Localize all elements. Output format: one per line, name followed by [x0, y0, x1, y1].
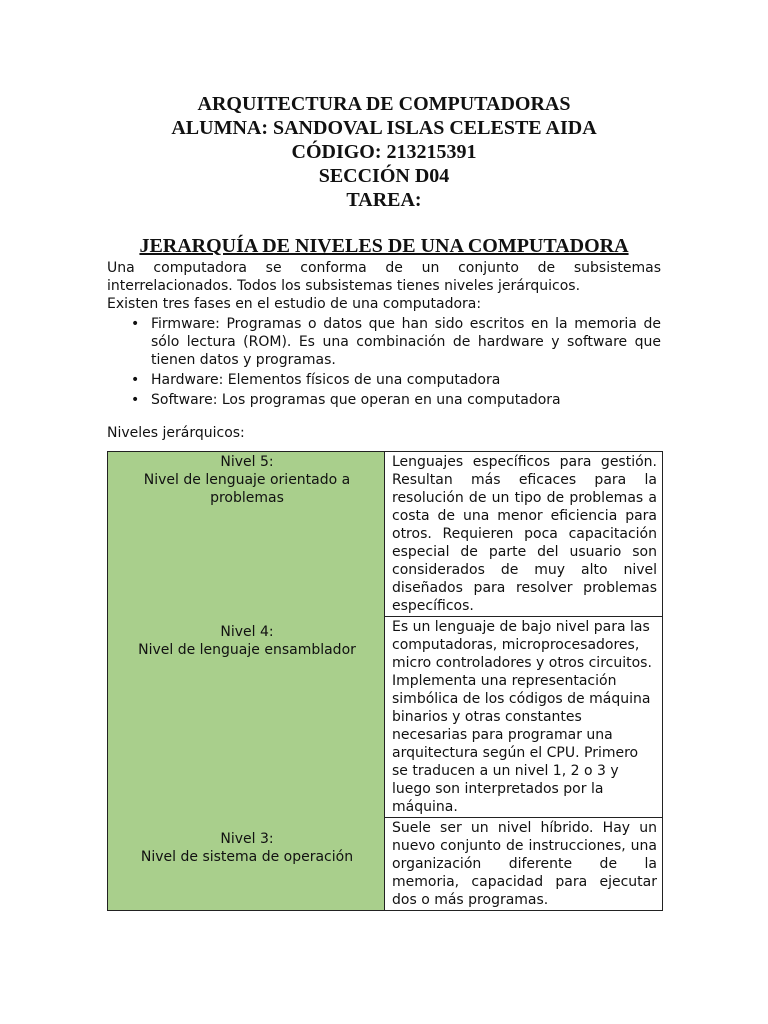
- bullet-icon: •: [131, 316, 140, 332]
- bullet-icon: •: [131, 392, 140, 408]
- list-item-text: Software: Los programas que operan en una computadora: [151, 392, 561, 408]
- list-item-text: Hardware: Elementos físicos de una computadora: [151, 372, 501, 388]
- level-names-cell: [108, 452, 385, 911]
- student-name: ALUMNA: SANDOVAL ISLAS CELESTE AIDA: [171, 117, 597, 139]
- list-item-text: Firmware: Programas o datos que han sido escritos en la memoria de sólo lectura (ROM). Es una combinación de hardware y software que tienen datos y programas.: [151, 316, 661, 368]
- task-label: TAREA:: [346, 189, 422, 211]
- level-name: Nivel de lenguaje orientado a problemas: [143, 472, 351, 506]
- phases-intro: Existen tres fases en el estudio de una computadora:: [107, 296, 482, 312]
- level-number: Nivel 4:: [220, 624, 274, 640]
- level-5-description: Lenguajes específicos para gestión. Resultan más eficaces para la resolución de un tipo de problemas a costa de una menor eficiencia para otros. Requieren poca capacitación especial de parte del usuario son considerados de muy alto nivel diseñados para resolver problemas específicos.: [385, 452, 663, 617]
- level-4-block: [115, 623, 379, 830]
- table-row: [108, 452, 663, 617]
- section-code: SECCIÓN D04: [318, 165, 450, 187]
- section-title: JERARQUÍA DE NIVELES DE UNA COMPUTADORA: [139, 235, 629, 257]
- student-code: CÓDIGO: 213215391: [291, 141, 477, 163]
- document-body: [107, 259, 661, 411]
- document-header: [0, 92, 768, 212]
- level-4-description: Es un lenguaje de bajo nivel para las computadoras, microprocesadores, micro controladores y otros circuitos. Implementa una representación simbólica de los códigos de máquina binarios y otras constantes necesarias para programar una arquitectura según el CPU. Primero se traducen a un nivel 1, 2 o 3 y luego son interpretados por la máquina.: [385, 617, 663, 818]
- levels-table: [107, 451, 663, 911]
- level-number: Nivel 5:: [220, 454, 274, 470]
- level-5-block: [115, 453, 379, 623]
- bullet-icon: •: [131, 372, 140, 388]
- list-item: [107, 371, 661, 389]
- list-item: [107, 391, 661, 409]
- level-name: Nivel de lenguaje ensamblador: [138, 642, 356, 658]
- levels-label: Niveles jerárquicos:: [107, 425, 245, 441]
- course-title: ARQUITECTURA DE COMPUTADORAS: [197, 93, 571, 115]
- level-number: Nivel 3:: [220, 831, 274, 847]
- level-3-description: Suele ser un nivel híbrido. Hay un nuevo conjunto de instrucciones, una organización diferente de la memoria, capacidad para ejecutar dos o más programas.: [385, 818, 663, 911]
- phases-list: [107, 315, 661, 409]
- list-item: [107, 315, 661, 369]
- level-3-block: [115, 830, 379, 866]
- intro-paragraph: Una computadora se conforma de un conjunto de subsistemas interrelacionados. Todos los subsistemas tienes niveles jerárquicos.: [107, 260, 661, 294]
- level-name: Nivel de sistema de operación: [140, 849, 354, 865]
